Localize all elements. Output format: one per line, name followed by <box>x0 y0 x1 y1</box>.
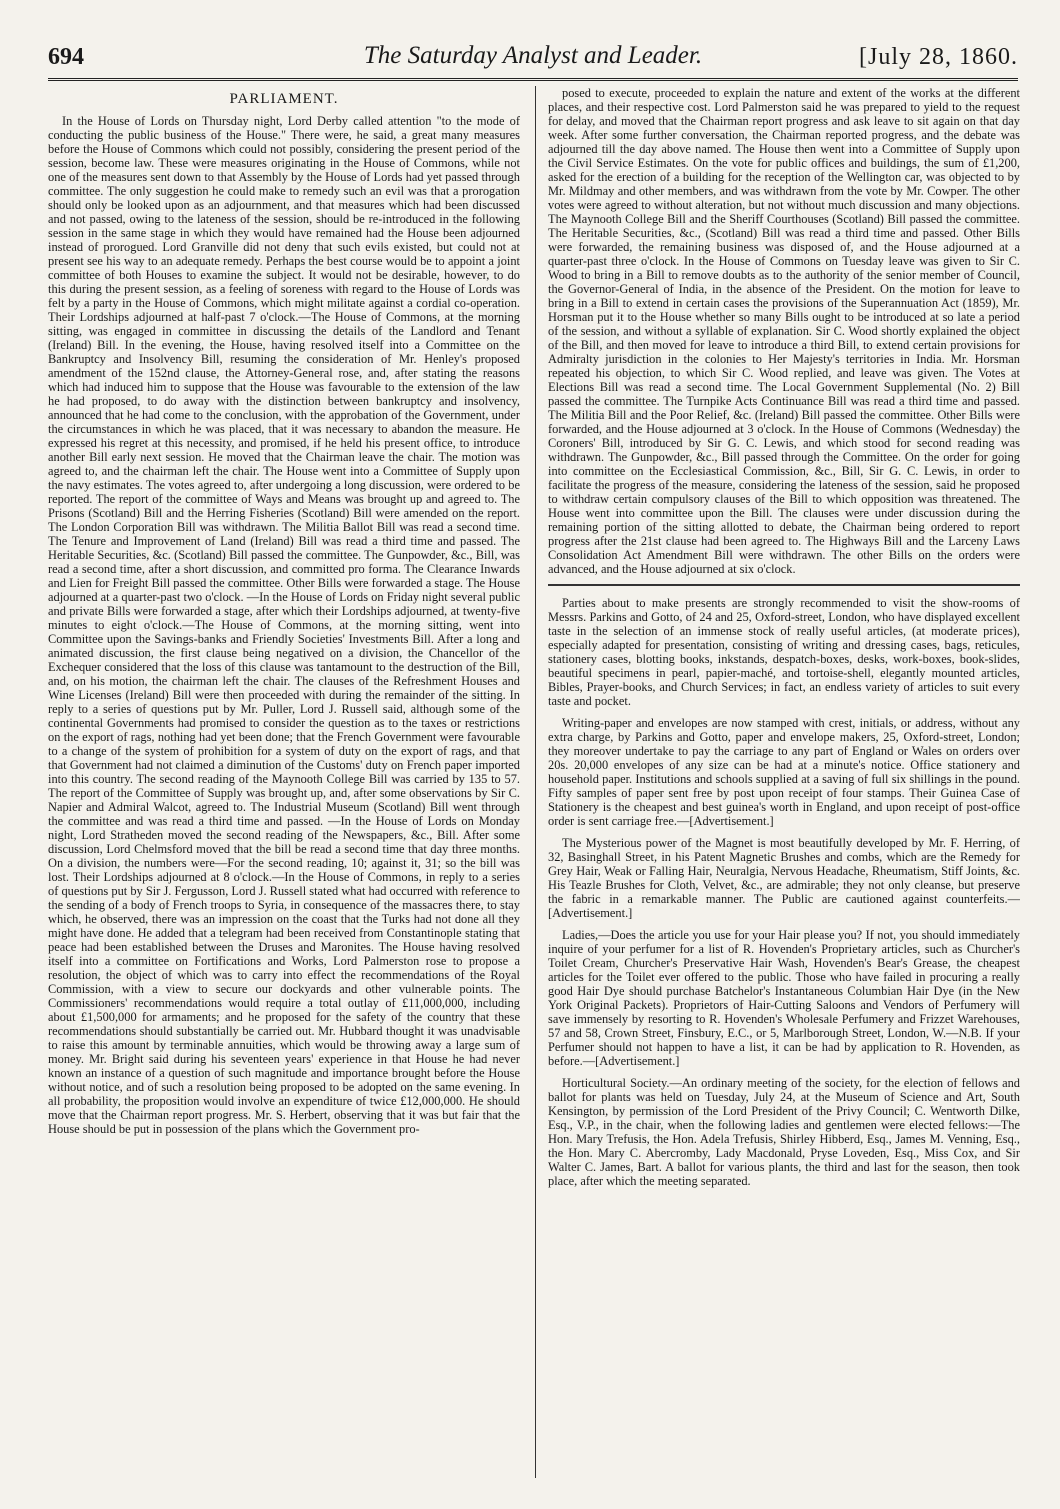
page-header <box>48 36 1018 76</box>
page-number: 694 <box>48 44 84 70</box>
advert-parkins-gotto: Parties about to make presents are strongly recommended to visit the show-rooms of Messrs. Parkins and Gotto, of 24 and 25, Oxford-street, London, who have displayed excellent taste in the selection of an immense stock of really useful articles, (at moderate prices), especially adapted for presentation, consisting of writing and dressing cases, bags, reticules, stationery cases, blotting books, inkstands, despatch-boxes, desks, work-boxes, book-slides, beautiful specimens in pearl, papier-maché, and tortoise-shell, elegantly mounted articles, Bibles, Prayer-books, and Church Services; in fact, an endless variety of articles to suit every taste and pocket. <box>548 596 1020 708</box>
section-divider <box>548 584 1020 586</box>
column-divider <box>535 86 536 1478</box>
advert-magnet-brushes: The Mysterious power of the Magnet is most beautifully developed by Mr. F. Herring, of 32, Basinghall Street, in his Patent Magnetic Brushes and combs, which are the Remedy for Grey Hair, Weak or Falling Hair, Neuralgia, Nervous Headache, Rheumatism, Stiff Joints, &c. His Teazle Brushes for Cloth, Velvet, &c., are admirable; they not only cleanse, but preserve the fabric in a remarkable manner. The Public are cautioned against counterfeits.—[Advertisement.] <box>548 836 1020 920</box>
right-column <box>548 86 1020 1478</box>
issue-date: [July 28, 1860. <box>859 44 1018 70</box>
header-rule <box>48 78 1018 81</box>
section-title: PARLIAMENT. <box>229 91 339 107</box>
horticultural-society-notice: Horticultural Society.—An ordinary meeting of the society, for the election of fellows and ballot for plants was held on Tuesday, July 24, at the Museum of Science and Art, South Kensington, by permission of the Lord President of the Privy Council; C. Wentworth Dilke, Esq., V.P., in the chair, when the following ladies and gentlemen were elected fellows:—The Hon. Mary Trefusis, the Hon. Adela Trefusis, Shirley Hibberd, Esq., James M. Venning, Esq., the Hon. Mary C. Abercromby, Lady Macdonald, Pryse Loveden, Esq., Miss Cox, and Sir Walter C. James, Bart. A ballot for various plants, the third and last for the season, then took place, after which the meeting separated. <box>548 1076 1020 1188</box>
journal-title: The Saturday Analyst and Leader. <box>363 42 703 69</box>
advert-hair-hovenden: Ladies,—Does the article you use for your Hair please you? If not, you should immediately inquire of your perfumer for a list of R. Hovenden's Proprietary articles, such as Churcher's Toilet Cream, Churcher's Preservative Hair Wash, Hovenden's Bear's Grease, the cheapest articles for the Toilet ever offered to the public. Those who have failed in procuring a really good Hair Dye should purchase Batchelor's Instantaneous Columbian Hair Dye (in the New York Original Packets). Proprietors of Hair-Cutting Saloons and Vendors of Perfumery will save immensely by resorting to R. Hovenden's Wholesale Perfumery and Frizzet Warehouses, 57 and 58, Crown Street, Finsbury, E.C., or 5, Marlborough Street, London, W.—N.B. If your Perfumer should not happen to have a list, it can be had by application to R. Hovenden, as before.—[Advertisement.] <box>548 928 1020 1068</box>
parliament-report-continued: posed to execute, proceeded to explain the nature and extent of the works at the different places, and their respective cost. Lord Palmerston said he was prepared to yield to the request for delay, and moved that the Chairman report progress and ask leave to sit again on that day week. After some further conversation, the Chairman reported progress, and the debate was adjourned till the day above named. The House then went into a Committee of Supply upon the Civil Service Estimates. On the vote for public offices and buildings, the sum of £1,200, asked for the erection of a building for the reception of the Wellington car, was objected to by Mr. Mildmay and other members, and was withdrawn from the vote by Mr. Cowper. The other votes were agreed to without alteration, but not without much discussion and many objections. The Maynooth College Bill and the Sheriff Courthouses (Scotland) Bill passed the committee. The Heritable Securities, &c., (Scotland) Bill was read a third time and passed. Other Bills were forwarded, the remaining business was disposed of, and the House adjourned at a quarter-past three o'clock. In the House of Commons on Tuesday leave was given to Sir C. Wood to bring in a Bill to remove doubts as to the authority of the senior member of Council, the Governor-General of India, in the absence of the President. On the motion for leave to bring in a Bill to extend in certain cases the provisions of the Superannuation Act (1859), Mr. Horsman put it to the House whether so many Bills ought to be introduced at so late a period of the session, and without a syllable of explanation. Sir C. Wood shortly explained the object of the Bill, and then moved for leave to introduce a third Bill, to extend certain provisions for Admiralty jurisdiction in the colonies to Her Majesty's territories in India. Mr. Horsman repeated his objection, to which Sir C. Wood replied, and leave was given. The Votes at Elections Bill was read a second time. The Local Government Supplemental (No. 2) Bill passed the committee. The Turnpike Acts Continuance Bill was read a third time and passed. The Militia Bill and the Poor Relief, &c. (Ireland) Bill passed the committee. Other Bills were forwarded, and the House adjourned at 3 o'clock. In the House of Commons (Wednesday) the Coroners' Bill, introduced by Sir G. C. Lewis, and which stood for second reading was withdrawn. The Gunpowder, &c., Bill passed through the Committee. On the order for going into committee on the Ecclesiastical Commission, &c., Bill, Sir G. C. Lewis, in order to facilitate the progress of the measure, considering the lateness of the session, said he proposed to withdraw certain compulsory clauses of the Bill to which opposition was threatened. The House went into committee upon the Bill. The clauses were under discussion during the remaining portion of the sitting allotted to debate, the Chairman being ordered to report progress after the 21st clause had been agreed to. The Highways Bill and the Larceny Laws Consolidation Act Amendment Bill were withdrawn. The other Bills on the orders were advanced, and the House adjourned at six o'clock. <box>548 86 1020 576</box>
parliament-report: In the House of Lords on Thursday night, Lord Derby called attention "to the mode of conducting the public business of the House." There were, he said, a great many measures before the House of Commons which could not possibly, considering the present period of the session, become law. These were measures originating in the House of Commons, while not one of the measures sent down to that Assembly by the House of Lords had yet passed through committee. The only suggestion he could make to remedy such an evil was that a prorogation should only be looked upon as an adjournment, and that measures which had been discussed and not passed, owing to the lateness of the session, should be re-introduced in the following session in the same stage in which they would have remained had the House been adjourned instead of prorogued. Lord Granville did not deny that such evils existed, but could not at present see his way to an adequate remedy. Perhaps the best course would be to appoint a joint committee of both Houses to examine the subject. It would not be desirable, however, to do this during the present session, as a feeling of soreness with regard to the House of Lords was felt by a party in the House of Commons, which might militate against a cordial co-operation. Their Lordships adjourned at half-past 7 o'clock.—The House of Commons, at the morning sitting, was engaged in committee in discussing the details of the Landlord and Tenant (Ireland) Bill. In the evening, the House, having resolved itself into a Committee on the Bankruptcy and Insolvency Bill, resuming the consideration of Mr. Henley's proposed amendment of the 152nd clause, the Attorney-General rose, and, after stating the reasons which had induced him to suppose that the House was favourable to the extension of the law he had proposed, to do away with the distinction between bankruptcy and insolvency, announced that he had come to the conclusion, with the approbation of the Government, under the circumstances in which he was placed, that it was necessary to abandon the measure. He expressed his regret at this necessity, and promised, if he held his present office, to introduce another Bill early next session. He moved that the Chairman leave the chair. The motion was agreed to, and the chairman left the chair. The House went into a Committee of Supply upon the navy estimates. The votes agreed to, after undergoing a long discussion, were ordered to be reported. The report of the committee of Ways and Means was brought up and agreed to. The Prisons (Scotland) Bill and the Herring Fisheries (Scotland) Bill were amended on the report. The London Corporation Bill was withdrawn. The Militia Ballot Bill was read a second time. The Tenure and Improvement of Land (Ireland) Bill was read a third time and passed. The Heritable Securities, &c. (Scotland) Bill passed the committee. The Gunpowder, &c., Bill, was read a second time, after a short discussion, and committed pro forma. The Clearance Inwards and Lien for Freight Bill passed the committee. Other Bills were forwarded a stage. The House adjourned at a quarter-past two o'clock. —In the House of Lords on Friday night several public and private Bills were forwarded a stage, after which their Lordships adjourned, at twenty-five minutes to eight o'clock.—The House of Commons, at the morning sitting, went into Committee upon the Savings-banks and Friendly Societies' Investments Bill. After a long and animated discussion, the first clause being negatived on a division, the Chancellor of the Exchequer considered that the loss of this clause was tantamount to the destruction of the Bill, and, on his motion, the chairman left the chair. The clauses of the Refreshment Houses and Wine Licenses (Ireland) Bill were then proceeded with during the remainder of the sitting. In reply to a series of questions put by Mr. Puller, Lord J. Russell said, although some of the continental Governments had promised to consider the question as to the taxes or restrictions on the export of rags, nothing had yet been done; that the French Government were favourable to a change of the system of prohibition for a system of duty on the export of rags, and that that Government had not claimed a diminution of the Customs' duty on French paper imported into this country. The second reading of the Maynooth College Bill was carried by 135 to 57. The report of the Committee of Supply was brought up, and, after some observations by Sir C. Napier and Admiral Walcot, agreed to. The Industrial Museum (Scotland) Bill went through the committee and was read a third time and passed. —In the House of Lords on Monday night, Lord Stratheden moved the second reading of the Newspapers, &c., Bill. After some discussion, Lord Chelmsford moved that the bill be read a second time that day three months. On a division, the numbers were—For the second reading, 10; against it, 31; so the bill was lost. Their Lordships adjourned at 8 o'clock.—In the House of Commons, in reply to a series of questions put by Sir J. Fergusson, Lord J. Russell stated what had occurred with reference to the sending of a body of French troops to Syria, in consequence of the massacres there, to stay which, he observed, there was an impression on the coast that the Turks had not done all they might have done. He added that a telegram had been received from Constantinople stating that peace had been established between the Druses and Maronites. The House having resolved itself into a committee on Fortifications and Works, Lord Palmerston rose to propose a resolution, the object of which was to carry into effect the recommendations of the Royal Commission, with a view to secure our dockyards and other vulnerable points. The Commissioners' recommendations would require a total outlay of £11,000,000, including about £1,500,000 for armaments; and he proposed for the safety of the country that these recommendations should substantially be carried out. Mr. Hubbard thought it was unadvisable to raise this amount by terminable annuities, which would be throwing away a large sum of money. Mr. Bright said during his seventeen years' experience in that House he had never known an instance of a question of such magnitude and importance brought before the House without notice, and of such a resolution being proposed to be adopted on the same evening. In all probability, the proposition would involve an expenditure of twice £12,000,000. He should move that the Chairman report progress. Mr. S. Herbert, observing that it was but fair that the House should be put in possession of the plans which the Government pro- <box>48 114 520 1136</box>
left-column <box>48 86 520 1478</box>
advert-writing-paper: Writing-paper and envelopes are now stamped with crest, initials, or address, without any extra charge, by Parkins and Gotto, paper and envelope makers, 25, Oxford-street, London; they moreover undertake to pay the carriage to any part of England or Wales on orders over 20s. 20,000 envelopes of any size can be had at a minute's notice. Office stationery and household paper. Institutions and schools supplied at a saving of full six shillings in the pound. Fifty samples of paper sent free by post upon receipt of four stamps. Their Guinea Case of Stationery is the cheapest and best guinea's worth in England, and upon receipt of post-office order is sent carriage free.—[Advertisement.] <box>548 716 1020 828</box>
